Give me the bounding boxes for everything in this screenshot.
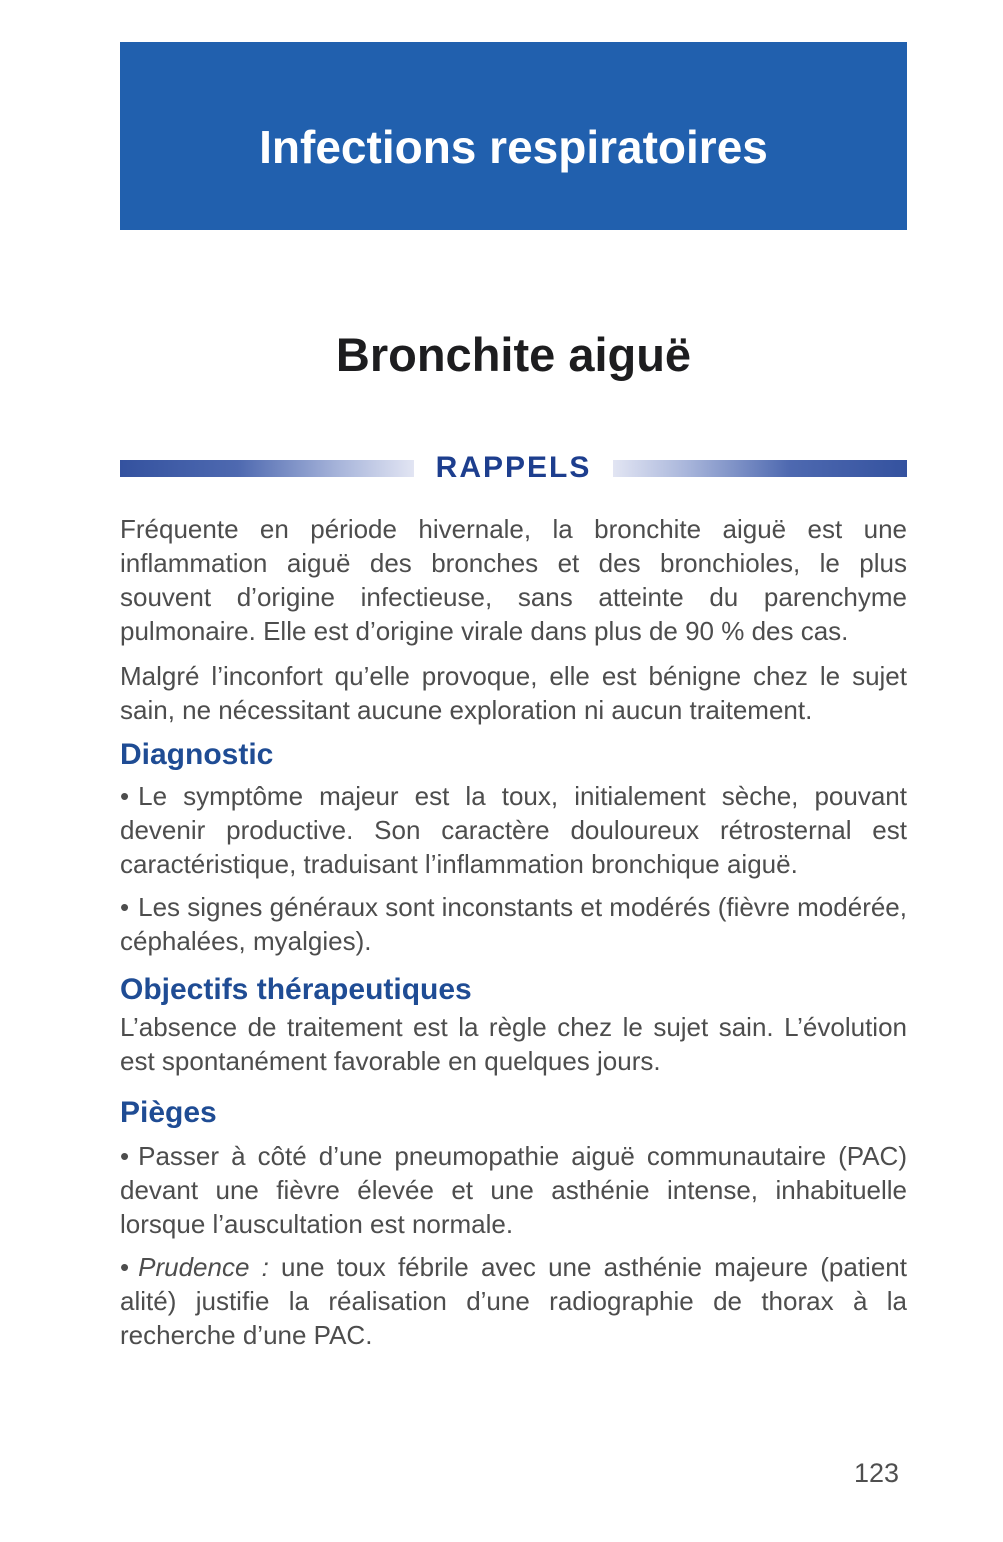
book-page — [0, 42, 1003, 1542]
heading-objectifs: Objectifs thérapeutiques — [120, 973, 472, 1006]
heading-pieges: Pièges — [120, 1096, 217, 1129]
rappels-label: RAPPELS — [435, 451, 592, 484]
heading-diagnostic: Diagnostic — [120, 738, 274, 771]
bullet-icon: • — [120, 1252, 130, 1282]
pieges-caution-prefix: Prudence : — [138, 1252, 269, 1282]
intro-paragraph-2: Malgré l’inconfort qu’elle provoque, elle est bénigne chez le sujet sain, ne nécessitant aucune exploration ni aucun traitement. — [120, 661, 907, 725]
intro-paragraph-1: Fréquente en période hivernale, la bronchite aiguë est une inflammation aiguë des bronches et des bronchioles, le plus souvent d’origine infectieuse, sans atteinte du parenchyme pulmonaire. Elle est d’origine virale dans plus de 90 % des cas. — [120, 514, 907, 646]
bullet-icon: • — [120, 892, 130, 922]
gradient-bar-right — [613, 460, 907, 477]
rappels-section-header — [120, 450, 907, 486]
diagnostic-bullet-1-text: Le symptôme majeur est la toux, initialement sèche, pouvant devenir productive. Son caractère douloureux rétrosternal est caractéristique, traduisant l’inflammation bronchique aiguë. — [120, 781, 907, 879]
bullet-icon: • — [120, 1141, 130, 1171]
pieges-bullet-2 — [120, 1250, 907, 1352]
diagnostic-bullet-2-text: Les signes généraux sont inconstants et modérés (fièvre modérée, céphalées, myalgies). — [120, 892, 907, 956]
diagnostic-bullet-1 — [120, 779, 907, 881]
pieges-bullet-1 — [120, 1139, 907, 1241]
objectifs-paragraph: L’absence de traitement est la règle chez le sujet sain. L’évolution est spontanément favorable en quelques jours. — [120, 1012, 907, 1076]
gradient-bar-left — [120, 460, 414, 477]
page-title: Bronchite aiguë — [335, 328, 692, 381]
chapter-banner — [120, 42, 907, 230]
chapter-banner-title: Infections respiratoires — [259, 121, 768, 173]
pieges-bullet-1-text: Passer à côté d’une pneumopathie aiguë communautaire (PAC) devant une fièvre élevée et une asthénie intense, inhabituelle lorsque l’auscultation est normale. — [120, 1141, 907, 1239]
page-number: 123 — [853, 1458, 899, 1488]
bullet-icon: • — [120, 781, 130, 811]
diagnostic-bullet-2 — [120, 890, 907, 958]
pieges-caution-text: une toux fébrile avec une asthénie majeure (patient alité) justifie la réalisation d’une radiographie de thorax à la recherche d’une PAC. — [120, 1252, 907, 1350]
